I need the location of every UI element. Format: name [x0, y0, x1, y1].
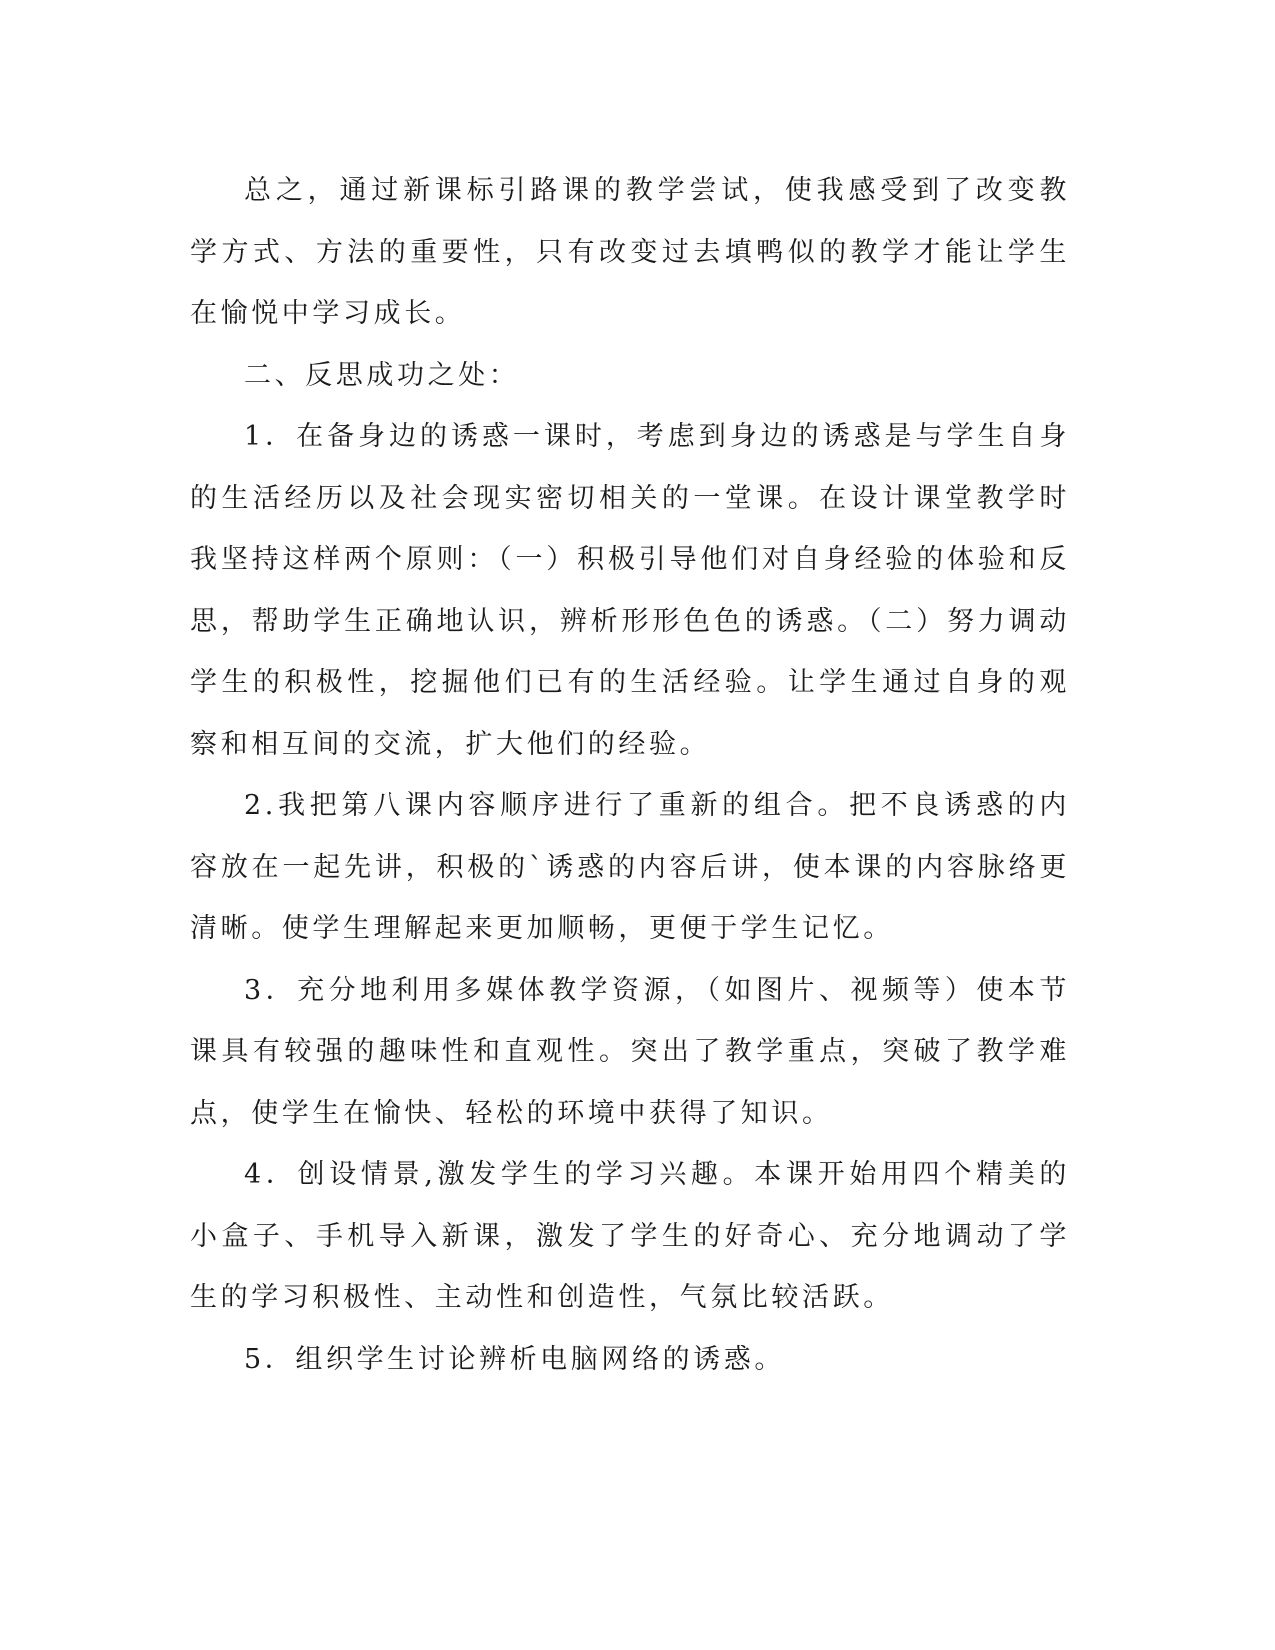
document-body [190, 160, 1070, 1390]
paragraph-point-3: 3．充分地利用多媒体教学资源，（如图片、视频等）使本节课具有较强的趣味性和直观性。突出了教学重点，突破了教学难点，使学生在愉快、轻松的环境中获得了知识。 [190, 974, 1070, 1129]
section-heading-success: 二、反思成功之处： [244, 359, 520, 391]
paragraph-point-2: 2.我把第八课内容顺序进行了重新的组合。把不良诱惑的内容放在一起先讲，积极的`诱惑的内容后讲，使本课的内容脉络更清晰。使学生理解起来更加顺畅，更便于学生记忆。 [190, 790, 1070, 944]
paragraph-summary: 总之，通过新课标引路课的教学尝试，使我感受到了改变教学方式、方法的重要性，只有改变过去填鸭似的教学才能让学生在愉悦中学习成长。 [190, 175, 1070, 329]
paragraph-point-5: 5．组织学生讨论辨析电脑网络的诱惑。 [244, 1343, 785, 1375]
paragraph-point-4: 4．创设情景,激发学生的学习兴趣。本课开始用四个精美的小盒子、手机导入新课，激发了学生的好奇心、充分地调动了学生的学习积极性、主动性和创造性，气氛比较活跃。 [190, 1159, 1070, 1313]
paragraph-point-1: 1．在备身边的诱惑一课时，考虑到身边的诱惑是与学生自身的生活经历以及社会现实密切相关的一堂课。在设计课堂教学时我坚持这样两个原则：（一）积极引导他们对自身经验的体验和反思，帮助学生正确地认识，辨析形形色色的诱惑。（二）努力调动学生的积极性，挖掘他们已有的生活经验。让学生通过自身的观察和相互间的交流，扩大他们的经验。 [190, 421, 1070, 760]
